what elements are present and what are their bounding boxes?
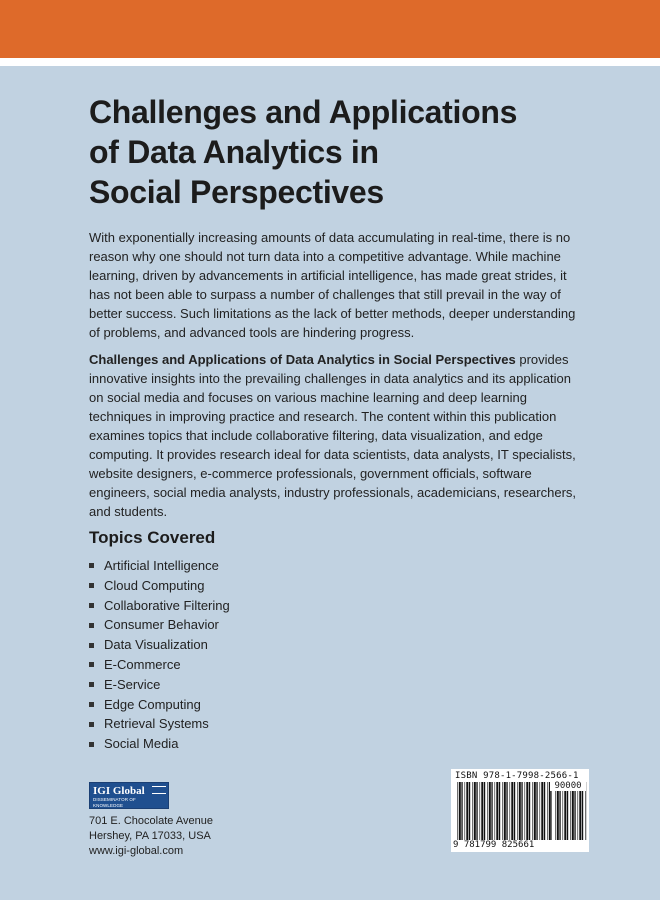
barcode-bar xyxy=(484,782,485,840)
barcode-bar xyxy=(536,782,537,840)
barcode-bar xyxy=(511,782,513,840)
barcode-bar xyxy=(532,782,533,840)
topic-item xyxy=(89,615,230,635)
barcode-bar xyxy=(529,782,530,840)
topic-label: Artificial Intelligence xyxy=(104,558,219,573)
topic-label: Edge Computing xyxy=(104,696,201,712)
barcode-bar xyxy=(481,782,483,840)
bullet-icon xyxy=(89,702,94,707)
barcode-bar xyxy=(466,782,468,840)
barcode-bar xyxy=(469,782,470,840)
description-paragraph xyxy=(89,350,589,521)
bullet-icon xyxy=(89,563,94,568)
topic-label: Cloud Computing xyxy=(104,577,205,593)
book-title xyxy=(89,92,609,212)
barcode-bar xyxy=(491,782,492,840)
bullet-icon xyxy=(89,662,94,667)
barcode-bar xyxy=(506,782,507,840)
top-orange-band xyxy=(0,0,660,58)
barcode-bar xyxy=(541,782,543,840)
barcode-bar xyxy=(510,782,511,840)
topic-item xyxy=(89,576,230,596)
barcode-bar xyxy=(476,782,477,840)
barcode-bar xyxy=(472,782,473,840)
barcode-bar xyxy=(457,782,458,840)
topic-item xyxy=(89,596,230,616)
address-city: Hershey, PA 17033, USA xyxy=(89,830,211,842)
barcode-bar xyxy=(514,782,515,840)
topic-item xyxy=(89,675,230,695)
bullet-icon xyxy=(89,623,94,628)
topic-item xyxy=(89,655,230,675)
description-book-title: Challenges and Applications of Data Analytics in Social Perspectives xyxy=(89,352,516,367)
barcode-bar xyxy=(525,782,526,840)
barcode-bar xyxy=(496,782,498,840)
barcode-bar xyxy=(487,782,488,840)
bullet-icon xyxy=(89,722,94,727)
barcode-bar xyxy=(459,782,461,840)
title-line: of Data Analytics in xyxy=(89,134,379,170)
topic-item xyxy=(89,635,230,655)
isbn-barcode xyxy=(451,769,589,852)
isbn-number: ISBN 978-1-7998-2566-1 xyxy=(455,771,579,781)
barcode-bar xyxy=(504,782,506,840)
barcode-bar xyxy=(499,782,500,840)
description-text: provides innovative insights into the prevailing challenges in data analytics and its application on social media and focuses on various machine learning and deep learning techniques in improving practice and research. The content within this publication examines topics that include collaborative filtering, data visualization, and edge computing. It provides research ideal for data scientists, data analysts, IT specialists, website designers, e-commerce professionals, government officials, software engineers, social media analysts, industry professionals, academicians, researchers, and students. xyxy=(89,352,577,519)
barcode-bar xyxy=(544,782,545,840)
bullet-icon xyxy=(89,583,94,588)
barcode-bar xyxy=(547,782,548,840)
title-line: Social Perspectives xyxy=(89,174,384,210)
publisher-logo xyxy=(89,782,169,809)
logo-stripes-icon xyxy=(152,786,166,794)
publisher-website: www.igi-global.com xyxy=(89,845,184,857)
addon-code: 90000 xyxy=(550,781,586,791)
bullet-icon xyxy=(89,682,94,687)
topic-item xyxy=(89,556,230,576)
barcode-bar xyxy=(521,782,522,840)
barcode-bar xyxy=(495,782,496,840)
publisher-address xyxy=(89,814,213,859)
topics-heading: Topics Covered xyxy=(89,528,216,547)
barcode-bar xyxy=(540,782,541,840)
bullet-icon xyxy=(89,603,94,608)
barcode-bar xyxy=(465,782,466,840)
topic-label: Retrieval Systems xyxy=(104,716,209,732)
address-street: 701 E. Chocolate Avenue xyxy=(89,815,213,827)
topic-label: Consumer Behavior xyxy=(104,617,219,633)
topic-item xyxy=(89,714,230,734)
publisher-logo-tagline: DISSEMINATOR OF KNOWLEDGE xyxy=(93,797,136,808)
barcode-bar xyxy=(502,782,503,840)
topic-label: E-Service xyxy=(104,676,161,692)
bullet-icon xyxy=(89,742,94,747)
topic-item xyxy=(89,734,230,754)
topic-label: Collaborative Filtering xyxy=(104,597,230,613)
barcode-bars-icon xyxy=(457,782,552,840)
barcode-bar xyxy=(519,782,521,840)
barcode-bar xyxy=(526,782,528,840)
barcode-bar xyxy=(474,782,476,840)
barcode-bar xyxy=(480,782,481,840)
topic-label: Social Media xyxy=(104,736,179,752)
topic-label: Data Visualization xyxy=(104,637,208,653)
topic-label: E-Commerce xyxy=(104,656,181,672)
barcode-bar xyxy=(461,782,462,840)
title-line: Challenges and Applications xyxy=(89,94,518,130)
band-divider xyxy=(0,58,660,66)
barcode-bar xyxy=(534,782,536,840)
barcode-bar xyxy=(517,782,518,840)
ean-number: 9 781799 825661 xyxy=(453,840,535,850)
publisher-logo-name: IGI Global xyxy=(93,785,145,797)
topic-item xyxy=(89,695,230,715)
bullet-icon xyxy=(89,643,94,648)
topics-list xyxy=(89,556,230,754)
intro-paragraph: With exponentially increasing amounts of data accumulating in real-time, there is no reason why one should not turn data into a competitive advantage. While machine learning, driven by advancements in artificial intelligence, has made great strides, it has not been able to surpass a number of challenges that still prevail in the way of better success. Such limitations as the lack of better methods, deeper understanding of problems, and advanced tools are hindering progress. xyxy=(89,230,576,340)
barcode-bar xyxy=(489,782,491,840)
